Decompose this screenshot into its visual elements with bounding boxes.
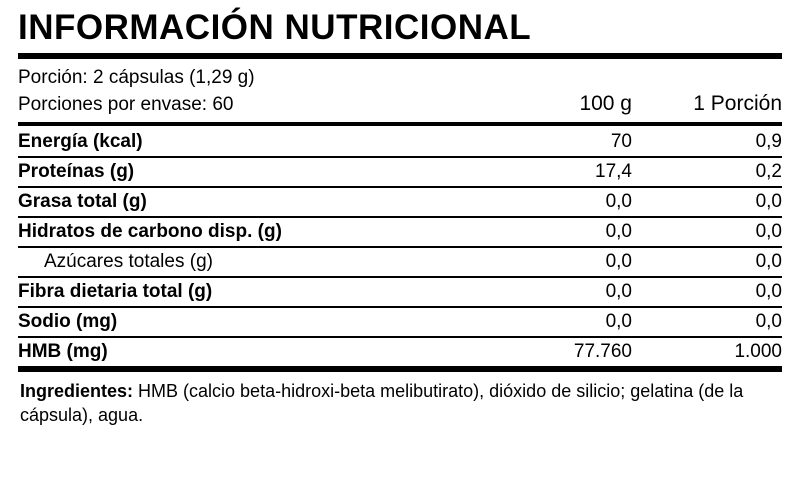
nutrient-name: Azúcares totales (g) bbox=[18, 247, 472, 277]
table-row bbox=[18, 157, 782, 187]
nutrient-value-100g: 0,0 bbox=[472, 247, 632, 277]
nutrient-value-portion: 1.000 bbox=[734, 340, 782, 362]
ingredients-text: HMB (calcio beta-hidroxi-beta melibutirato), dióxido de silicio; gelatina (de la cápsula), agua. bbox=[20, 380, 744, 425]
table-row bbox=[18, 337, 782, 366]
column-header-portion: 1 Porción bbox=[693, 91, 782, 115]
serving-info-block bbox=[18, 59, 782, 118]
nutrient-value-100g: 77.760 bbox=[573, 340, 632, 362]
nutrient-value-100g: 0,0 bbox=[472, 307, 632, 337]
nutrition-table bbox=[18, 128, 782, 366]
table-row bbox=[18, 128, 782, 157]
nutrient-value-100g: 0,0 bbox=[472, 187, 632, 217]
nutrient-value-100g: 0,0 bbox=[472, 277, 632, 307]
header-divider bbox=[18, 122, 782, 126]
nutrition-table-body bbox=[18, 128, 782, 366]
nutrient-value-100g: 17,4 bbox=[472, 157, 632, 187]
table-row bbox=[18, 277, 782, 307]
table-row bbox=[18, 217, 782, 247]
nutrient-value-portion: 0,2 bbox=[632, 157, 782, 187]
nutrient-name: Grasa total (g) bbox=[18, 187, 472, 217]
nutrient-value-portion: 0,0 bbox=[632, 307, 782, 337]
nutrient-name: Energía (kcal) bbox=[18, 128, 472, 157]
bottom-spacer bbox=[18, 427, 782, 482]
nutrient-name: Fibra dietaria total (g) bbox=[18, 277, 472, 307]
nutrient-name: Proteínas (g) bbox=[18, 157, 472, 187]
serving-portion-row bbox=[18, 65, 782, 90]
ingredients-block bbox=[18, 372, 782, 428]
table-row bbox=[18, 247, 782, 277]
servings-per-container-row bbox=[18, 90, 782, 118]
nutrient-value-portion: 0,0 bbox=[632, 247, 782, 277]
table-row bbox=[18, 187, 782, 217]
nutrient-name: HMB (mg) bbox=[18, 340, 108, 362]
nutrient-value-portion: 0,9 bbox=[632, 128, 782, 157]
nutrient-value-portion: 0,0 bbox=[632, 187, 782, 217]
nutrient-value-100g: 70 bbox=[472, 128, 632, 157]
nutrient-name: Sodio (mg) bbox=[18, 307, 472, 337]
servings-per-container-text: Porciones por envase: 60 bbox=[18, 93, 234, 115]
nutrient-value-portion: 0,0 bbox=[632, 217, 782, 247]
page-title: INFORMACIÓN NUTRICIONAL bbox=[18, 8, 532, 47]
column-header-100g: 100 g bbox=[579, 91, 632, 115]
nutrient-name: Hidratos de carbono disp. (g) bbox=[18, 217, 472, 247]
nutrient-value-100g: 0,0 bbox=[472, 217, 632, 247]
ingredients-label: Ingredientes: bbox=[20, 380, 134, 401]
table-row bbox=[18, 307, 782, 337]
serving-portion-text: Porción: 2 cápsulas (1,29 g) bbox=[18, 66, 255, 88]
nutrient-value-portion: 0,0 bbox=[632, 277, 782, 307]
